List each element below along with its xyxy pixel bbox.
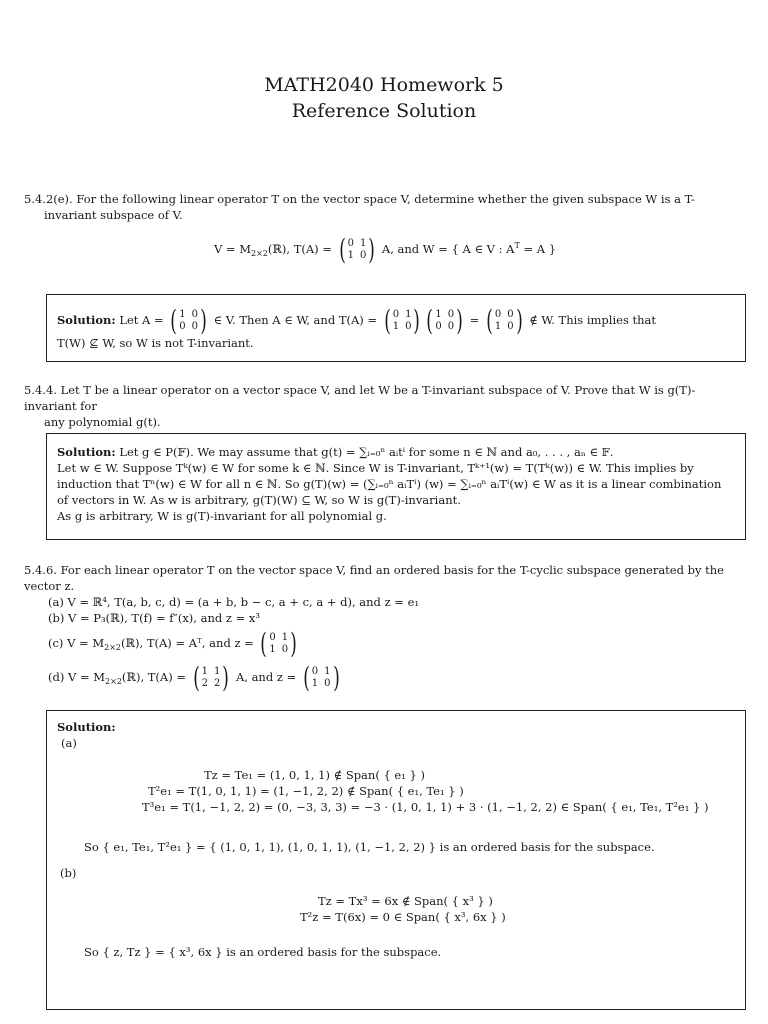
solution-box-5-4-4: Solution: Let g ∈ P(𝔽). We may assume that g(t) = ∑ᵢ₌₀ⁿ aᵢtⁱ for some n ∈ ℕ and a₀, . . . , aₙ ∈ 𝔽. Let w ∈ W. Suppose Tᵏ(w) ∈ W for some k ∈ ℕ. Since W is T-invariant, Tᵏ⁺¹(w) = T(Tᵏ(w)) ∈ W. This implies by induction that Tⁿ(w) ∈ W for all n ∈ ℕ. So g(T)(w) = (∑ᵢ₌₀ⁿ aᵢTⁱ) (w) = ∑ᵢ₌₀ⁿ aᵢTⁱ(w) ∈ W as it is a linear combination of vectors in W. As w is arbitrary, g(T)(W) ⊆ W, so W is g(T)-invariant. As g is arbitrary, W is g(T)-invariant for all polynomial g. — [46, 433, 746, 540]
matrix: ( 0 1 1 0 ) — [260, 627, 297, 660]
part-c: (c) $V = M_{2\times 2}(ℝ)$, T(A) = Aᵀ, and z = ( 0 1 1 0 ) — [48, 630, 746, 658]
solution-label: Solution: — [57, 720, 116, 734]
solution-a-equations: Tz = Te₁ = (1, 0, 1, 1) ∉ Span( { e₁ } ) T²e₁ = T(1, 0, 1, 1) = (1, −1, 2, 2) ∉ Span( { e₁, Te₁ } ) T³e₁ = T(1, −1, 2, 2) = (0, −3, 3, 3) = −3 · (1, 0, 1, 1) + 3 · (1, −1, 2, 2) ∈ Span( { e₁, Te₁, T²e₁ } ) — [142, 768, 709, 814]
matrix: ( 1 1 2 2 ) — [192, 661, 230, 694]
solution-b-equations: Tz = Tx³ = 6x ∉ Span( { x³ } ) T²z = T(6x) = 0 ∈ Span( { x³, 6x } ) — [300, 894, 506, 924]
matrix: ( 0 1 1 0 ) — [303, 661, 340, 694]
part-b: (b) V = P₃(ℝ), T(f) = f″(x), and z = x³ — [48, 611, 260, 625]
matrix: ( 1 0 0 0 ) — [170, 304, 207, 337]
matrix: ( 1 0 0 0 ) — [426, 304, 463, 337]
part-b-label: (b) — [60, 866, 77, 880]
problem-5-4-4: 5.4.4. Let T be a linear operator on a vector space V, and let W be a T-invariant subspace of V. Prove that W is g(T)-invariant for any polynomial g(t). — [24, 383, 696, 429]
solution-b-conclusion: So { z, Tz } = { x³, 6x } is an ordered basis for the subspace. — [84, 945, 442, 959]
problem-5-4-2 — [24, 191, 746, 223]
solution-label: Solution: — [57, 313, 116, 327]
problem-5-4-2-equation: $V = M_{2\times 2}(ℝ)$, T(A) = ( 0 1 1 0 ) A, and W = { A ∈ V : $A^T = A$ } — [213, 233, 557, 266]
matrix: ( 0 1 1 0 ) — [338, 233, 376, 266]
solution-box-5-4-6 — [46, 710, 746, 1010]
solution-box-5-4-2: Solution: Let A = ( 1 0 0 0 ) ∈ V. Then A ∈ W, and T(A) = ( 0 1 1 0 ) ( 1 0 0 0 ) = ( 0 0 1 0 ) ∉ W. This implies that T(W) ⊈ W, so W is not T-invariant. — [46, 294, 746, 362]
part-a-label: (a) — [61, 736, 77, 750]
problem-number: 5.4.4. — [24, 383, 57, 397]
part-a: (a) V = ℝ⁴, T(a, b, c, d) = (a + b, b − c, a + c, a + d), and z = e₁ — [48, 595, 419, 609]
matrix: ( 0 0 1 0 ) — [486, 304, 523, 337]
problem-number: 5.4.6. — [24, 563, 57, 577]
problem-number: 5.4.2(e). — [24, 192, 73, 206]
document-subtitle: Reference Solution — [291, 100, 477, 122]
document-title: MATH2040 Homework 5 — [264, 74, 504, 96]
solution-label: Solution: — [57, 445, 116, 459]
part-d: (d) $V = M_{2\times 2}(ℝ)$, T(A) = ( 1 1 2 2 ) A, and z = ( 0 1 1 0 ) — [48, 664, 746, 692]
matrix: ( 0 1 1 0 ) — [383, 304, 421, 337]
problem-5-4-6: 5.4.6. For each linear operator T on the vector space V, find an ordered basis for the T-cyclic subspace generated by the vector z. (a) V = ℝ⁴, T(a, b, c, d) = (a + b, b − c, a + c, a + d), and z = e₁ (b) V = P₃(ℝ), T(f) = f″(x), and z = x³ (c) $V = M_{2\times 2}(ℝ)$, T(A) = Aᵀ, and z = ( 0 1 1 0 ) (d) $V = M_{2\times 2}(ℝ)$, T(A) = ( 1 1 2 2 ) A, and z = ( 0 1 1 0 ) — [24, 562, 746, 692]
problem-text: For the following linear operator T on the vector space V, determine whether the given subspace W is a T-invariant subspace of V. — [44, 192, 695, 222]
solution-a-conclusion: So { e₁, Te₁, T²e₁ } = { (1, 0, 1, 1), (1, 0, 1, 1), (1, −1, 2, 2) } is an ordered basis for the subspace. — [84, 840, 655, 854]
